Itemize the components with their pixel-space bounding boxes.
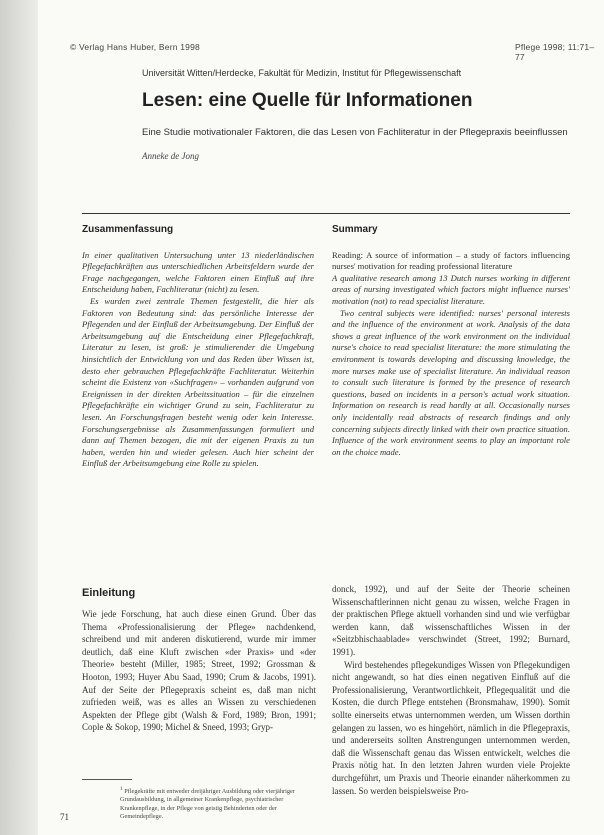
footnote [120,785,316,821]
abstract-english-paragraph: A qualitative research among 13 Dutch nurses working in different areas of nursing investigated which factors might influence nurses' motivation (not) to read specialist literature. [332,272,570,306]
abstract-german-heading: Zusammenfassung [82,224,174,235]
section-heading: Einleitung [82,587,136,599]
page-gutter-shadow [0,0,38,835]
body-column-left [82,608,316,734]
body-paragraph: Wird bestehendes pflegekundiges Wissen von Pflegekundigen nicht angewandt, so hat dies einen negativen Einfluß auf die Professionalisierung, Verantwortlichkeit, Pflegequalität und die Kosten, die durch Pflege entstehen (Bronsmahaw, 1990). Somit sollte einerseits etwas unternommen werden, um Wissen dorthin gelangen zu lassen, wo es hingehört, nämlich in die Pflegepraxis, und andererseits sollten Anstrengungen unternommen werden, daß die Wissenschaft genau das Wissen entwickelt, welches die Praxis nötig hat. In den letzten Jahren wurden viele Projekte durchgeführt, um Praxis und Theorie einander näherkommen zu lassen. So werden beispielsweise Pro- [332,659,570,796]
footnote-mark: 1 [120,786,123,792]
running-header-right: Pflege 1998; 11:71–77 [515,42,595,62]
article-title: Lesen: eine Quelle für Informationen [142,90,473,111]
page-number: 71 [60,812,69,822]
abstract-german-paragraph: Es wurden zwei zentrale Themen festgestellt, die hier als Faktoren von Bedeutung sind: das persönliche Interesse der Pflegenden und der Einfluß der Arbeitsumgebung. Der Einfluß der Arbeitsumgebung auf die Entscheidung einer Pflegefachkraft, Literatur zu lesen, ist groß: je stimulierender die Umgebung hinsichtlich der Entwicklung von und das Reden über Wissen ist, desto eher gebrauchen Pflegefachkräfte Fachliteratur. Weiterhin scheint die Existenz von «Suchfragen» – vorhanden aufgrund von Ereignissen in der direkten Arbeitssituation – für die einzelnen Pflegefachkräfte ein wichtiger Grund zu sein, Fachliteratur zu lesen. An Forschungsfragen besteht wenig oder kein Interesse. Forschungsergebnisse als Zusammenfassungen formuliert und dann auf Themen bezogen, die mit der eigenen Praxis zu tun haben, werden hin und wieder gelesen. Auch hier scheint der Einfluß der Arbeitsumgebung eine Rolle zu spielen. [82,295,314,469]
institution-line: Universität Witten/Herdecke, Fakultät für Medizin, Institut für Pflegewissenschaft [142,68,462,78]
abstract-english [332,224,570,458]
body-column-right [332,583,570,797]
footnote-rule [82,779,132,780]
author-name: Anneke de Jong [142,151,199,161]
article-subtitle: Eine Studie motivationaler Faktoren, die das Lesen von Fachliteratur in der Pflegepraxis beeinflussen [142,127,568,138]
abstract-english-title: Reading: A source of information – a study of factors influencing nurses' motivation for reading professional literature [332,249,570,272]
body-paragraph: donck, 1992), und auf der Seite der Theorie scheinen Wissenschaftlerinnen nicht genau zu wissen, welche Fragen in der praktischen Pflege aktuell vorhanden sind und wie verfügbar werden kann, daß wissenschaftliches Wissen in der «Seitzbhischaablade» verschwindet (Street, 1992; Burnard, 1991). [332,584,570,657]
abstract-german [82,224,314,470]
abstract-german-paragraph: In einer qualitativen Untersuchung unter 13 niederländischen Pflegefachkräften aus unterschiedlichen Arbeitsfeldern wurde der Frage nachgegangen, welche Faktoren einen Einfluß auf ihre Entscheidung haben, Fachliteratur (nicht) zu lesen. [82,249,314,295]
footnote-text: Pflegekräfte mit entweder dreijähriger Ausbildung oder vierjähriger Grundausbildung, in allgemeiner Krankenpflege, psychiatrischer Krankenpflege, in der Pflege von geistig Behinderten oder der Gemeindepflege. [120,788,295,820]
running-header-left: © Verlag Hans Huber, Bern 1998 [70,42,200,52]
body-paragraph: Wie jede Forschung, hat auch diese einen Grund. Über das Thema «Professionalisierung der Pflege» nachdenkend, schreibend und mit anderen diskutierend, wurde mir immer deutlich, daß eine Kluft zwischen «der Praxis» und «der Theorie» besteht (Miller, 1985; Street, 1992; Grossman & Hooton, 1993; Huyer Abu Saad, 1990; Crum & Jacobs, 1991). Auf der Seite der Pflegepraxis scheint es, daß man nicht zufrieden weiß, was es alles an Wissen zu verschiedenen Aspekten der Pflege gibt (Walsh & Ford, 1989; Bron, 1991; Cople & Sokop, 1990; Michel & Sneed, 1993; Gryp- [82,609,316,733]
abstract-block [82,213,570,559]
abstract-english-heading: Summary [332,224,378,235]
abstract-english-paragraph: Two central subjects were identified: nurses' personal interests and the influence of the environment at work. Analysis of the data shows a great influence of the work environment on the individual nurse's choice to read specialist literature: the more stimulating the environment is towards developing and discussing knowledge, the more nurses make use of specialist literature. An individual reason to consult such literature is formed by the presence of research questions, based on incidents in a person's actual work situation. Information on research is read hardly at all. Occasionally nurses only incidentally read abstracts of research findings and only concerning subjects directly linked with their own practice situation. Influence of the work environment seems to play an important role on the choice made. [332,307,570,457]
